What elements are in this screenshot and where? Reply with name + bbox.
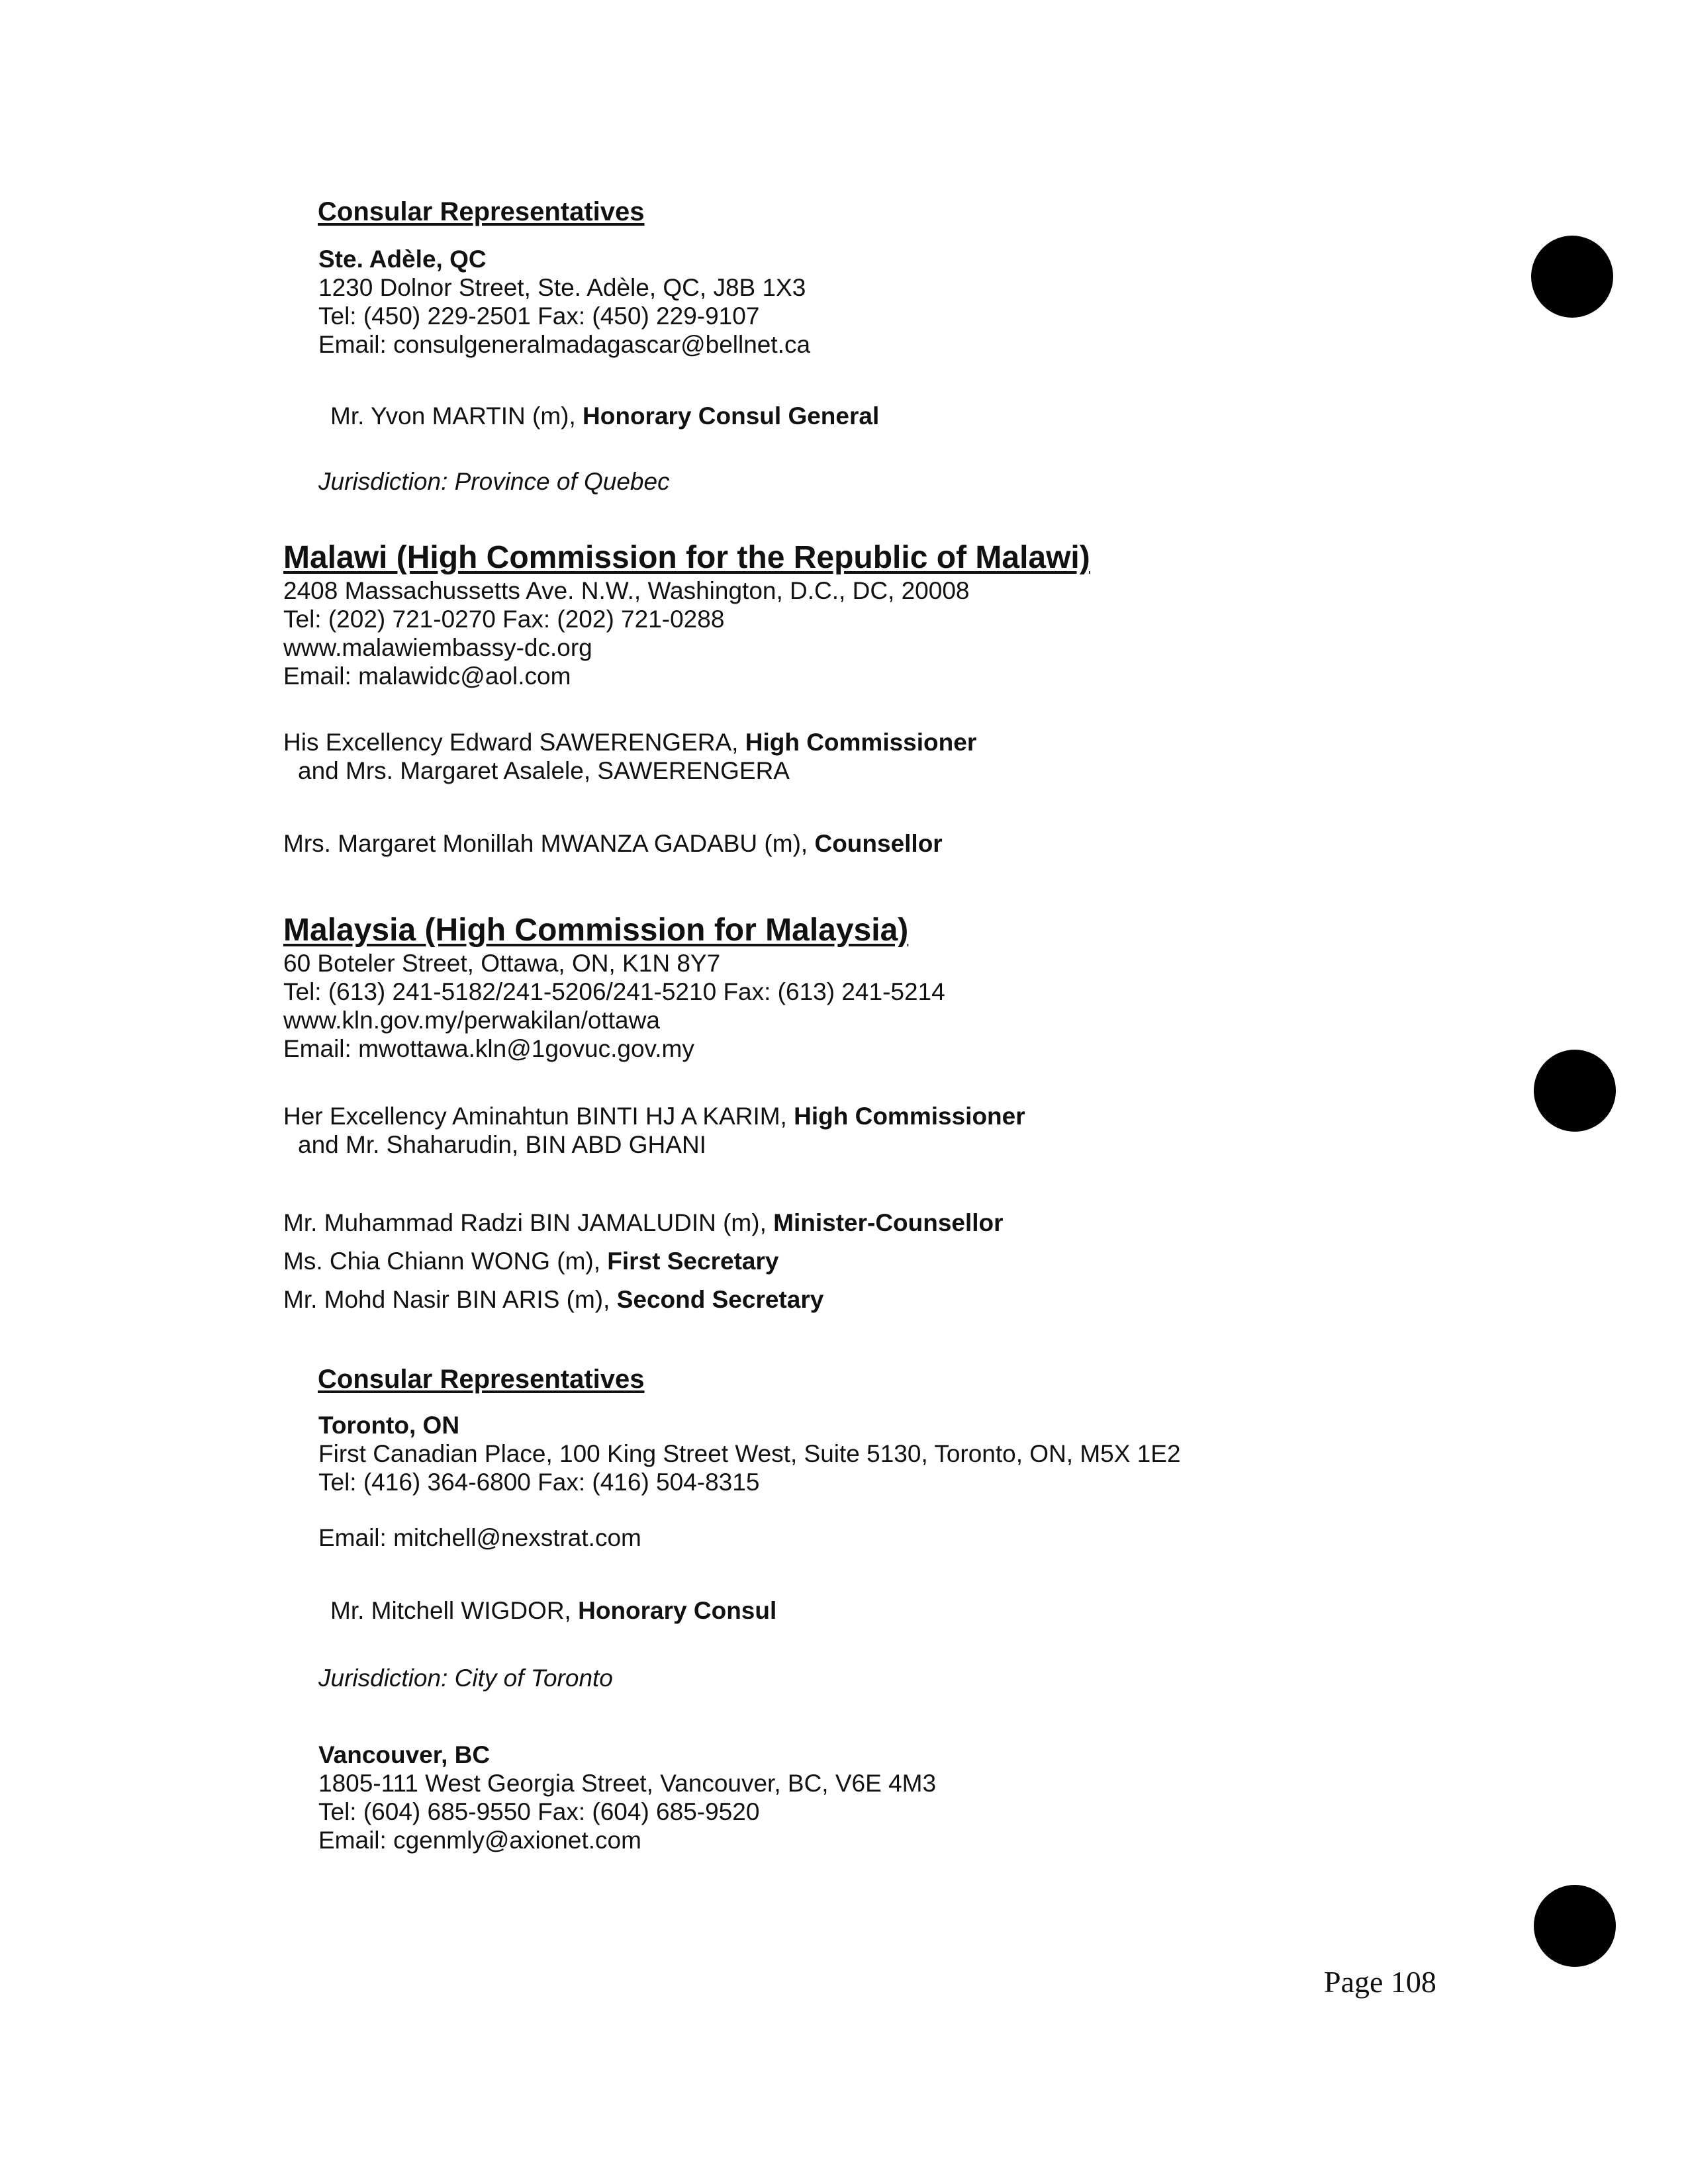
vancouver-address: 1805-111 West Georgia Street, Vancouver, BC, V6E 4M3 bbox=[318, 1770, 937, 1797]
consulate-email: Email: consulgeneralmadagascar@bellnet.ca bbox=[318, 331, 811, 358]
consulate-tel-fax: Tel: (450) 229-2501 Fax: (450) 229-9107 bbox=[318, 302, 760, 330]
punch-hole-middle bbox=[1534, 1050, 1616, 1132]
malawi-staff-title: Counsellor bbox=[814, 830, 943, 857]
malaysia-head-title: High Commissioner bbox=[794, 1103, 1025, 1130]
vancouver-tel-fax: Tel: (604) 685-9550 Fax: (604) 685-9520 bbox=[318, 1798, 760, 1825]
malawi-head-name: His Excellency Edward SAWERENGERA, bbox=[283, 729, 745, 756]
page-number: Page 108 bbox=[1324, 1965, 1436, 1999]
consulate-jurisdiction: Jurisdiction: Province of Quebec bbox=[318, 468, 670, 495]
malaysia-staff-name: Mr. Mohd Nasir BIN ARIS (m), bbox=[283, 1286, 617, 1313]
punch-hole-top bbox=[1531, 236, 1613, 318]
malaysia-heading: Malaysia (High Commission for Malaysia) bbox=[283, 913, 909, 948]
malaysia-staff-entry bbox=[283, 1285, 823, 1314]
malaysia-staff-title: Second Secretary bbox=[616, 1286, 824, 1313]
malaysia-staff-entry bbox=[283, 1208, 1004, 1237]
vancouver-email: Email: cgenmly@axionet.com bbox=[318, 1827, 641, 1854]
malaysia-spouse: and Mr. Shaharudin, BIN ABD GHANI bbox=[298, 1131, 706, 1158]
malawi-address: 2408 Massachussetts Ave. N.W., Washington, D.C., DC, 20008 bbox=[283, 577, 970, 604]
consular-heading-2: Consular Representatives bbox=[318, 1365, 645, 1394]
malawi-email: Email: malawidc@aol.com bbox=[283, 662, 571, 690]
toronto-jurisdiction: Jurisdiction: City of Toronto bbox=[318, 1664, 613, 1692]
consulate-city-vancouver: Vancouver, BC bbox=[318, 1741, 491, 1768]
malawi-head-of-mission bbox=[283, 728, 976, 756]
malawi-spouse: and Mrs. Margaret Asalele, SAWERENGERA bbox=[298, 757, 790, 784]
malawi-heading: Malawi (High Commission for the Republic of Malawi) bbox=[283, 540, 1090, 575]
malawi-head-title: High Commissioner bbox=[745, 729, 977, 756]
consulate-city-toronto: Toronto, ON bbox=[318, 1412, 460, 1439]
malaysia-website: www.kln.gov.my/perwakilan/ottawa bbox=[283, 1007, 660, 1034]
consul-entry bbox=[330, 402, 879, 430]
consul-name: Mr. Yvon MARTIN (m), bbox=[330, 402, 583, 430]
malaysia-address: 60 Boteler Street, Ottawa, ON, K1N 8Y7 bbox=[283, 950, 721, 977]
toronto-consul-name: Mr. Mitchell WIGDOR, bbox=[330, 1597, 579, 1624]
malaysia-head-of-mission bbox=[283, 1102, 1025, 1130]
toronto-tel-fax: Tel: (416) 364-6800 Fax: (416) 504-8315 bbox=[318, 1469, 760, 1496]
malaysia-staff-entry bbox=[283, 1247, 778, 1275]
malaysia-staff-title: Minister-Counsellor bbox=[773, 1209, 1004, 1236]
malaysia-email: Email: mwottawa.kln@1govuc.gov.my bbox=[283, 1035, 694, 1062]
malaysia-head-name: Her Excellency Aminahtun BINTI HJ A KARIM, bbox=[283, 1103, 794, 1130]
malaysia-staff-title: First Secretary bbox=[607, 1248, 779, 1275]
malawi-staff-entry bbox=[283, 829, 943, 858]
malaysia-tel-fax: Tel: (613) 241-5182/241-5206/241-5210 Fax: (613) 241-5214 bbox=[283, 978, 945, 1005]
punch-hole-bottom bbox=[1534, 1885, 1616, 1967]
malawi-tel-fax: Tel: (202) 721-0270 Fax: (202) 721-0288 bbox=[283, 606, 725, 633]
toronto-consul-title: Honorary Consul bbox=[578, 1597, 777, 1624]
consulate-city-ste-adele: Ste. Adèle, QC bbox=[318, 246, 487, 273]
consulate-address: 1230 Dolnor Street, Ste. Adèle, QC, J8B 1X3 bbox=[318, 274, 806, 301]
toronto-email: Email: mitchell@nexstrat.com bbox=[318, 1524, 641, 1551]
toronto-address: First Canadian Place, 100 King Street West, Suite 5130, Toronto, ON, M5X 1E2 bbox=[318, 1440, 1181, 1467]
malaysia-staff-name: Mr. Muhammad Radzi BIN JAMALUDIN (m), bbox=[283, 1209, 774, 1236]
malawi-staff-name: Mrs. Margaret Monillah MWANZA GADABU (m), bbox=[283, 830, 815, 857]
toronto-consul-entry bbox=[330, 1596, 776, 1625]
consul-title: Honorary Consul General bbox=[583, 402, 880, 430]
malawi-website: www.malawiembassy-dc.org bbox=[283, 634, 592, 661]
malaysia-staff-name: Ms. Chia Chiann WONG (m), bbox=[283, 1248, 608, 1275]
consular-heading-1: Consular Representatives bbox=[318, 197, 645, 226]
